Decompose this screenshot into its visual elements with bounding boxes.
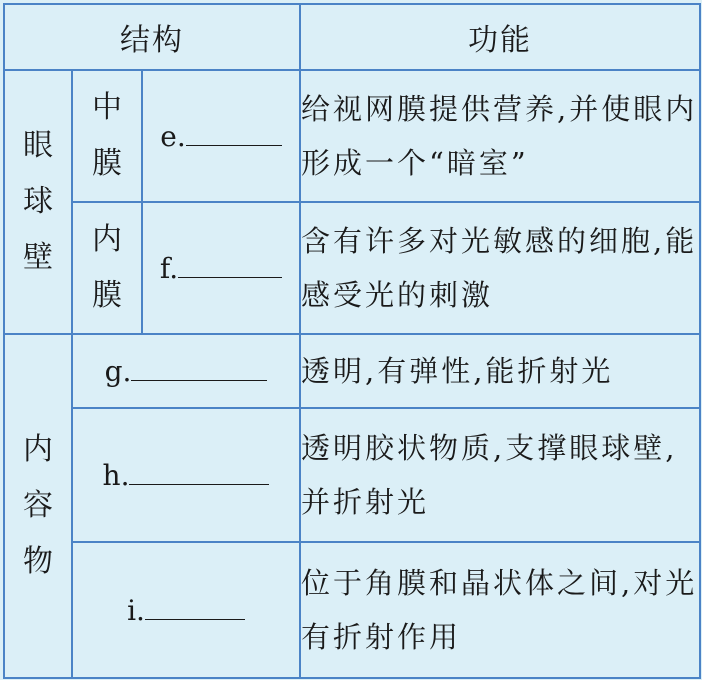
function-cell: 给视网膜提供营养,并使眼内形成一个“暗室” [300, 70, 700, 202]
blank-line [129, 458, 269, 485]
table-row [4, 542, 700, 678]
answer-blank-i[interactable]: i. [72, 542, 300, 678]
header-row [4, 4, 700, 70]
table-row [4, 334, 700, 408]
function-cell: 含有许多对光敏感的细胞,能感受光的刺激 [300, 202, 700, 334]
blank-line [178, 251, 282, 278]
table-row [4, 202, 700, 334]
blank-line [145, 593, 245, 620]
answer-blank-g[interactable]: g. [72, 334, 300, 408]
structure-header: 结构 [4, 4, 300, 70]
function-cell: 透明胶状物质,支撑眼球壁,并折射光 [300, 408, 700, 542]
answer-blank-f[interactable]: f. [142, 202, 300, 334]
function-cell: 透明,有弹性,能折射光 [300, 334, 700, 408]
answer-blank-h[interactable]: h. [72, 408, 300, 542]
middle-membrane-label: 中 膜 [72, 70, 142, 202]
function-cell: 位于角膜和晶状体之间,对光有折射作用 [300, 542, 700, 678]
eye-structure-table [3, 3, 701, 679]
answer-blank-e[interactable]: e. [142, 70, 300, 202]
table-row [4, 70, 700, 202]
function-header: 功能 [300, 4, 700, 70]
blank-line [186, 119, 282, 146]
eyeball-wall-label: 眼 球 壁 [4, 70, 72, 334]
table-row [4, 408, 700, 542]
inner-membrane-label: 内 膜 [72, 202, 142, 334]
blank-line [131, 354, 267, 381]
contents-label: 内 容 物 [4, 334, 72, 678]
